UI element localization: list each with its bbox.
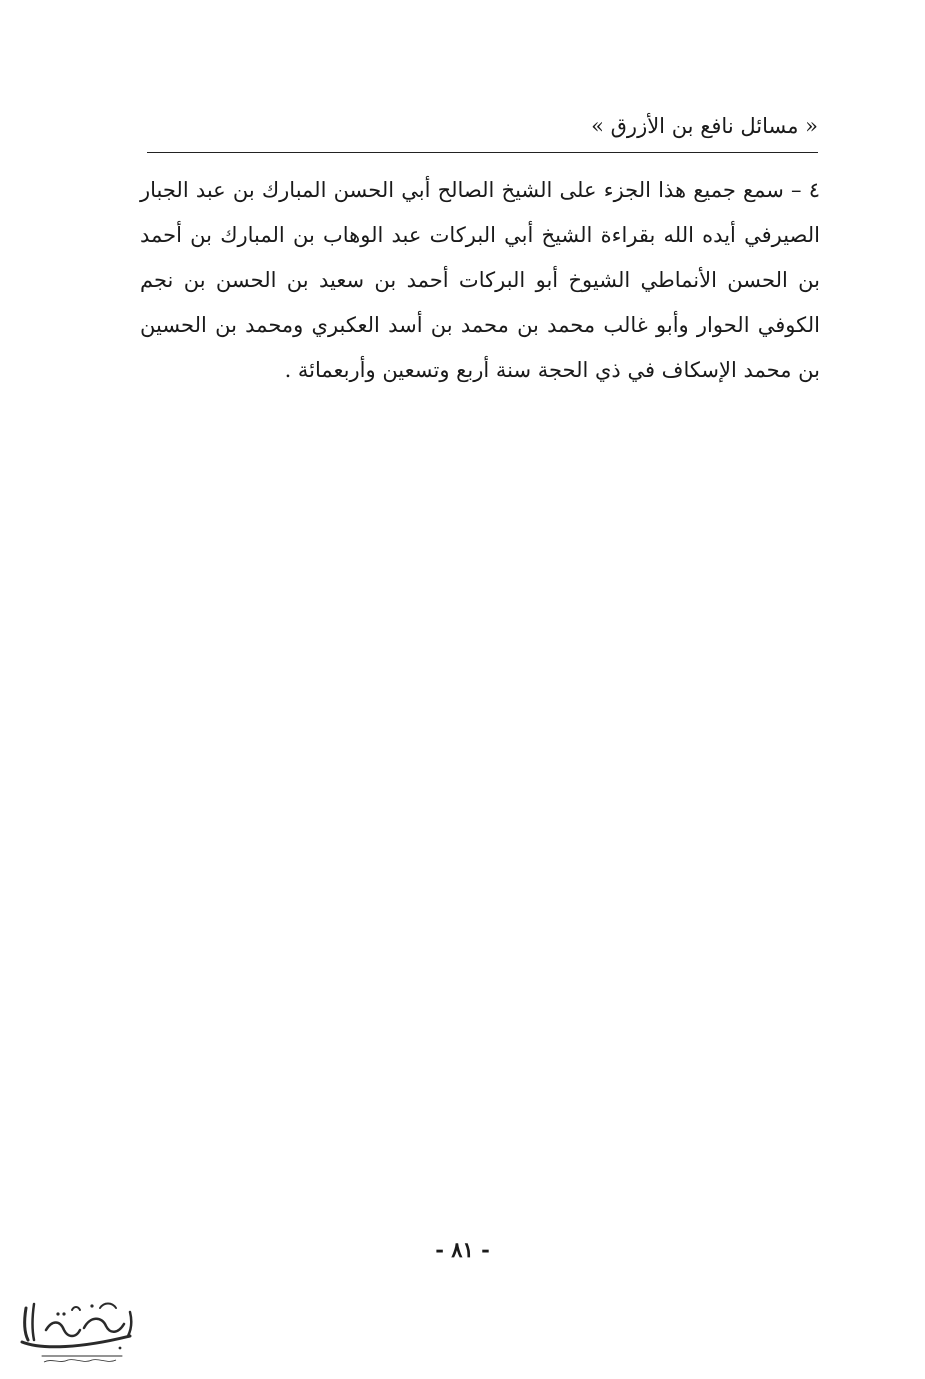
header-divider (147, 152, 818, 153)
body-text (140, 168, 820, 393)
page-number: - ٨١ - (435, 1237, 490, 1262)
calligraphy-stamp-logo (12, 1290, 142, 1368)
running-header: « مسائل نافع بن الأزرق » (591, 114, 818, 138)
paragraph: ٤ – سمع جميع هذا الجزء على الشيخ الصالح أبي الحسن المبارك بن عبد الجبار الصيرفي أيده الله بقراءة الشيخ أبي البركات عبد الوهاب بن المبارك بن أحمد بن الحسن الأنماطي الشيوخ أبو البركات أحمد بن سعيد بن الحسن بن نجم الكوفي الحوار وأبو غالب محمد بن محمد بن أسد العكبري ومحمد بن الحسين بن محمد الإسكاف في ذي الحجة سنة أربع وتسعين وأربعمائة . (140, 178, 820, 382)
